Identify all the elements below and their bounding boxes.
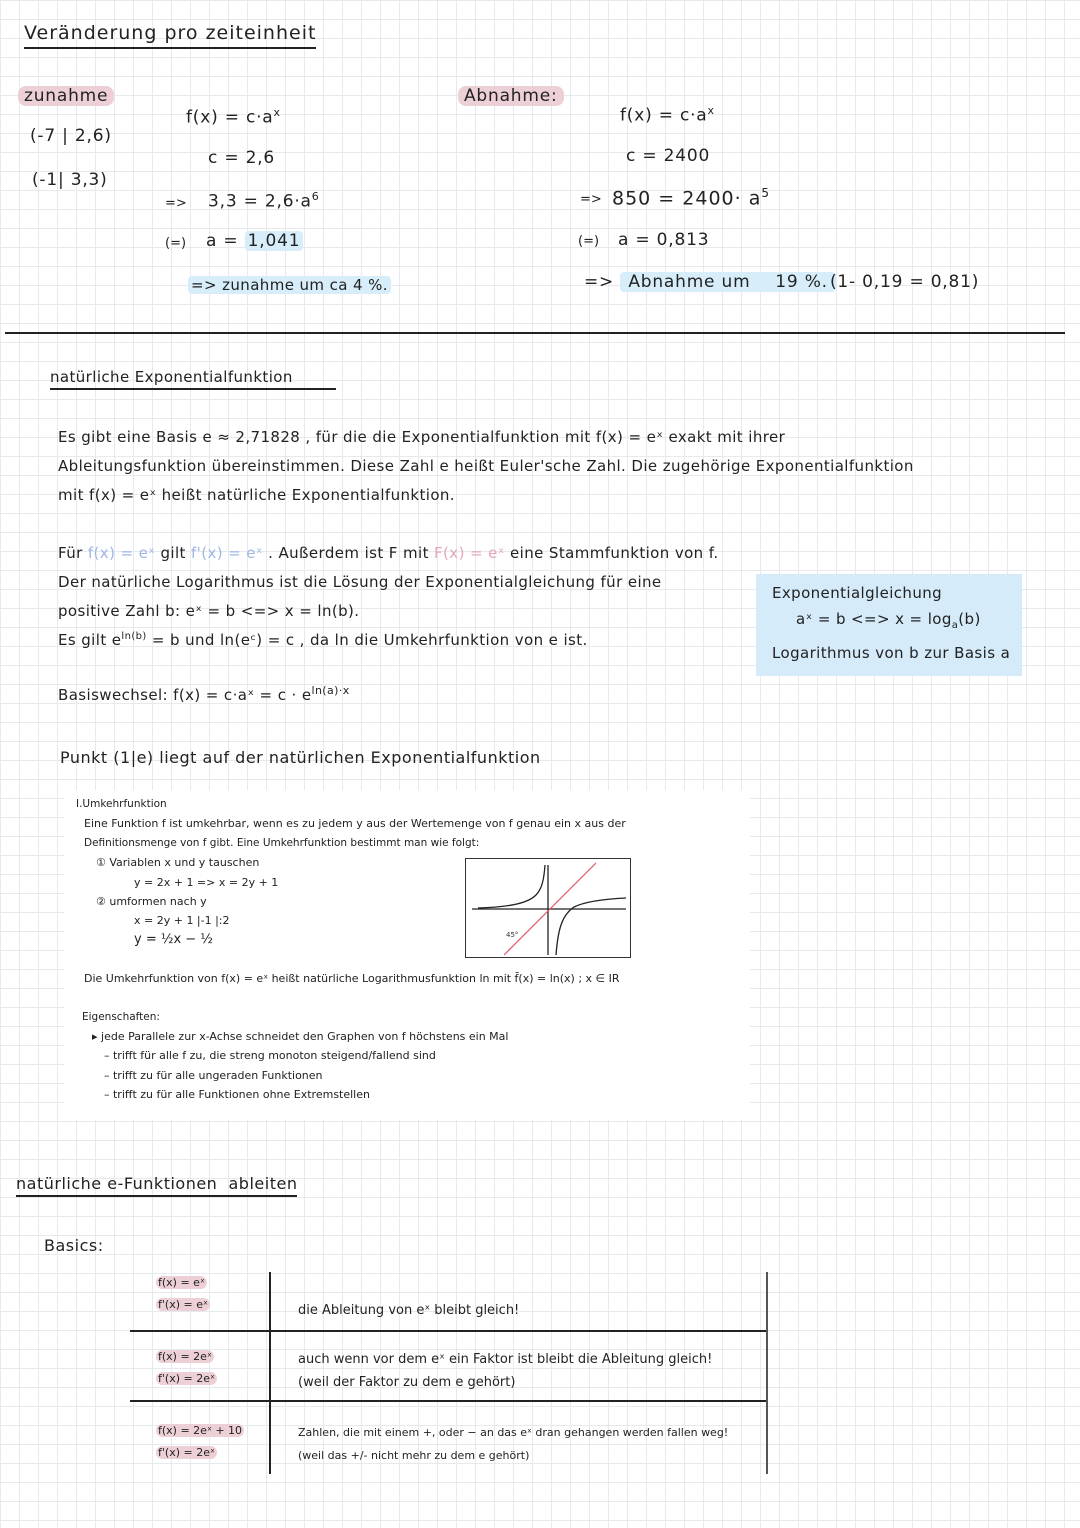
abnahme-step1-arrow: =>	[580, 192, 602, 207]
prop-2: – trifft für alle f zu, die streng monoton steigend/fallend sind	[104, 1049, 436, 1062]
abnahme-result: => Abnahme um 19 %.	[584, 272, 836, 292]
zunahme-label: zunahme	[18, 86, 114, 106]
umkehr-graph	[465, 858, 631, 958]
box-note: Logarithmus von b zur Basis a	[772, 644, 1011, 662]
table-row-2-text-2: (weil der Faktor zu dem e gehört)	[298, 1375, 516, 1390]
table-row-1-text: die Ableitung von eˣ bleibt gleich!	[298, 1303, 520, 1318]
natexp-log-line-2: positive Zahl b: eˣ = b <=> x = ln(b).	[58, 602, 360, 620]
punkt-statement: Punkt (1|e) liegt auf der natürlichen Exponentialfunktion	[60, 748, 541, 767]
umkehr-line-2: Definitionsmenge von f gibt. Eine Umkehrfunktion bestimmt man wie folgt:	[84, 837, 480, 849]
abnahme-label: Abnahme:	[458, 86, 564, 106]
table-row-1-fprime: f'(x) = eˣ	[158, 1298, 208, 1311]
umkehr-step-2-equation-1: x = 2y + 1 |-1 |:2	[134, 914, 230, 927]
zunahme-step1: $3,3 = 2,6\cdot a^6$	[208, 190, 320, 212]
zunahme-point-2: (-1| 3,3)	[32, 170, 108, 190]
table-right-line	[766, 1272, 768, 1474]
umkehr-ln-line: Die Umkehrfunktion von f(x) = eˣ heißt natürliche Logarithmusfunktion ln mit f̄(x) = ln(x) ; x ∈ IR	[84, 972, 620, 985]
table-row-3-text-2: (weil das +/- nicht mehr zu dem e gehört)	[298, 1449, 530, 1462]
table-row-1-f: f(x) = eˣ	[158, 1276, 205, 1289]
table-row-2-text-1: auch wenn vor dem eˣ ein Faktor ist bleibt die Ableitung gleich!	[298, 1352, 713, 1367]
table-row-2-f: f(x) = 2eˣ	[158, 1350, 212, 1363]
umkehr-step-1: ① Variablen x und y tauschen	[96, 856, 260, 869]
table-row-line-2	[130, 1400, 768, 1402]
zunahme-formula: $f(x) = c\cdot a^x$	[186, 106, 281, 128]
abnahme-step2: a = 0,813	[618, 230, 710, 250]
abnahme-step2-arrow: (=)	[578, 234, 600, 249]
natexp-log-line-3: Es gilt $e^{ln(b)} = b$ und ln(eᶜ) = c , da ln die Umkehrfunktion von e ist.	[58, 631, 588, 649]
umkehr-step-2-equation-2: y = ½x − ½	[134, 932, 213, 947]
prop-3: – trifft zu für alle ungeraden Funktionen	[104, 1069, 323, 1082]
natexp-log-line-1: Der natürliche Logarithmus ist die Lösung der Exponentialgleichung für eine	[58, 573, 662, 591]
ableiten-title: natürliche e-Funktionen ableiten	[16, 1174, 297, 1197]
natexp-paragraph-line-3: mit f(x) = eˣ heißt natürliche Exponentialfunktion.	[58, 486, 455, 504]
zunahme-point-1: (-7 | 2,6)	[30, 126, 112, 146]
table-row-line-1	[130, 1330, 768, 1332]
box-title: Exponentialgleichung	[772, 584, 943, 602]
page-title: Veränderung pro zeiteinheit	[24, 22, 316, 44]
prop-1: ▸ jede Parallele zur x-Achse schneidet den Graphen von f höchstens ein Mal	[92, 1030, 509, 1043]
zunahme-c-value: c = 2,6	[208, 148, 276, 168]
natexp-derivative-line: Für f(x) = eˣ gilt f'(x) = eˣ . Außerdem ist F mit F(x) = eˣ eine Stammfunktion von f.	[58, 544, 719, 562]
prop-4: – trifft zu für alle Funktionen ohne Extremstellen	[104, 1088, 370, 1101]
umkehr-line-1: Eine Funktion f ist umkehrbar, wenn es zu jedem y aus der Wertemenge von f genau ein x aus der	[84, 817, 626, 830]
props-heading: Eigenschaften:	[82, 1011, 160, 1023]
umkehr-graph-svg	[466, 859, 630, 957]
zunahme-step2-arrow: (=)	[165, 236, 187, 251]
zunahme-step1-arrow: =>	[165, 196, 187, 211]
natexp-paragraph-line-2: Ableitungsfunktion übereinstimmen. Diese Zahl e heißt Euler'sche Zahl. Die zugehörige Exponentialfunktion	[58, 457, 914, 475]
section-divider	[5, 332, 1065, 334]
zunahme-step2: a = 1,041	[206, 231, 303, 251]
table-row-2-fprime: f'(x) = 2eˣ	[158, 1372, 215, 1385]
umkehr-step-1-equation: y = 2x + 1 => x = 2y + 1	[134, 876, 279, 889]
table-row-3-f: f(x) = 2eˣ + 10	[158, 1424, 243, 1437]
umkehr-step-2: ② umformen nach y	[96, 895, 207, 908]
graph-curve-ln	[556, 898, 626, 955]
zunahme-result: => zunahme um ca 4 %.	[188, 276, 391, 294]
natexp-title: natürliche Exponentialfunktion	[50, 368, 336, 390]
abnahme-step1: $850 = 2400\cdot a^5$	[612, 186, 770, 210]
natexp-paragraph-line-1: Es gibt eine Basis e ≈ 2,71828 , für die die Exponentialfunktion mit f(x) = eˣ exakt mit ihrer	[58, 428, 786, 446]
umkehr-heading: I.Umkehrfunktion	[76, 798, 167, 810]
table-vertical-line	[269, 1272, 271, 1474]
box-equation: aˣ = b <=> $x = \log_a(b)$	[796, 610, 981, 631]
abnahme-formula: $f(x) = c\cdot a^x$	[620, 104, 715, 126]
basiswechsel: Basiswechsel: f(x) = c·aˣ = $c \cdot e^{ln(a)\cdot x}$	[58, 684, 350, 704]
abnahme-note: (1- 0,19 = 0,81)	[830, 272, 980, 292]
abnahme-c-value: c = 2400	[626, 146, 711, 166]
basics-label: Basics:	[44, 1236, 104, 1255]
table-row-3-fprime: f'(x) = 2eˣ	[158, 1446, 215, 1459]
graph-curve-exp	[478, 865, 545, 908]
table-row-3-text-1: Zahlen, die mit einem +, oder − an das eˣ dran gehangen werden fallen weg!	[298, 1426, 729, 1439]
graph-angle-label: 45°	[506, 931, 519, 939]
